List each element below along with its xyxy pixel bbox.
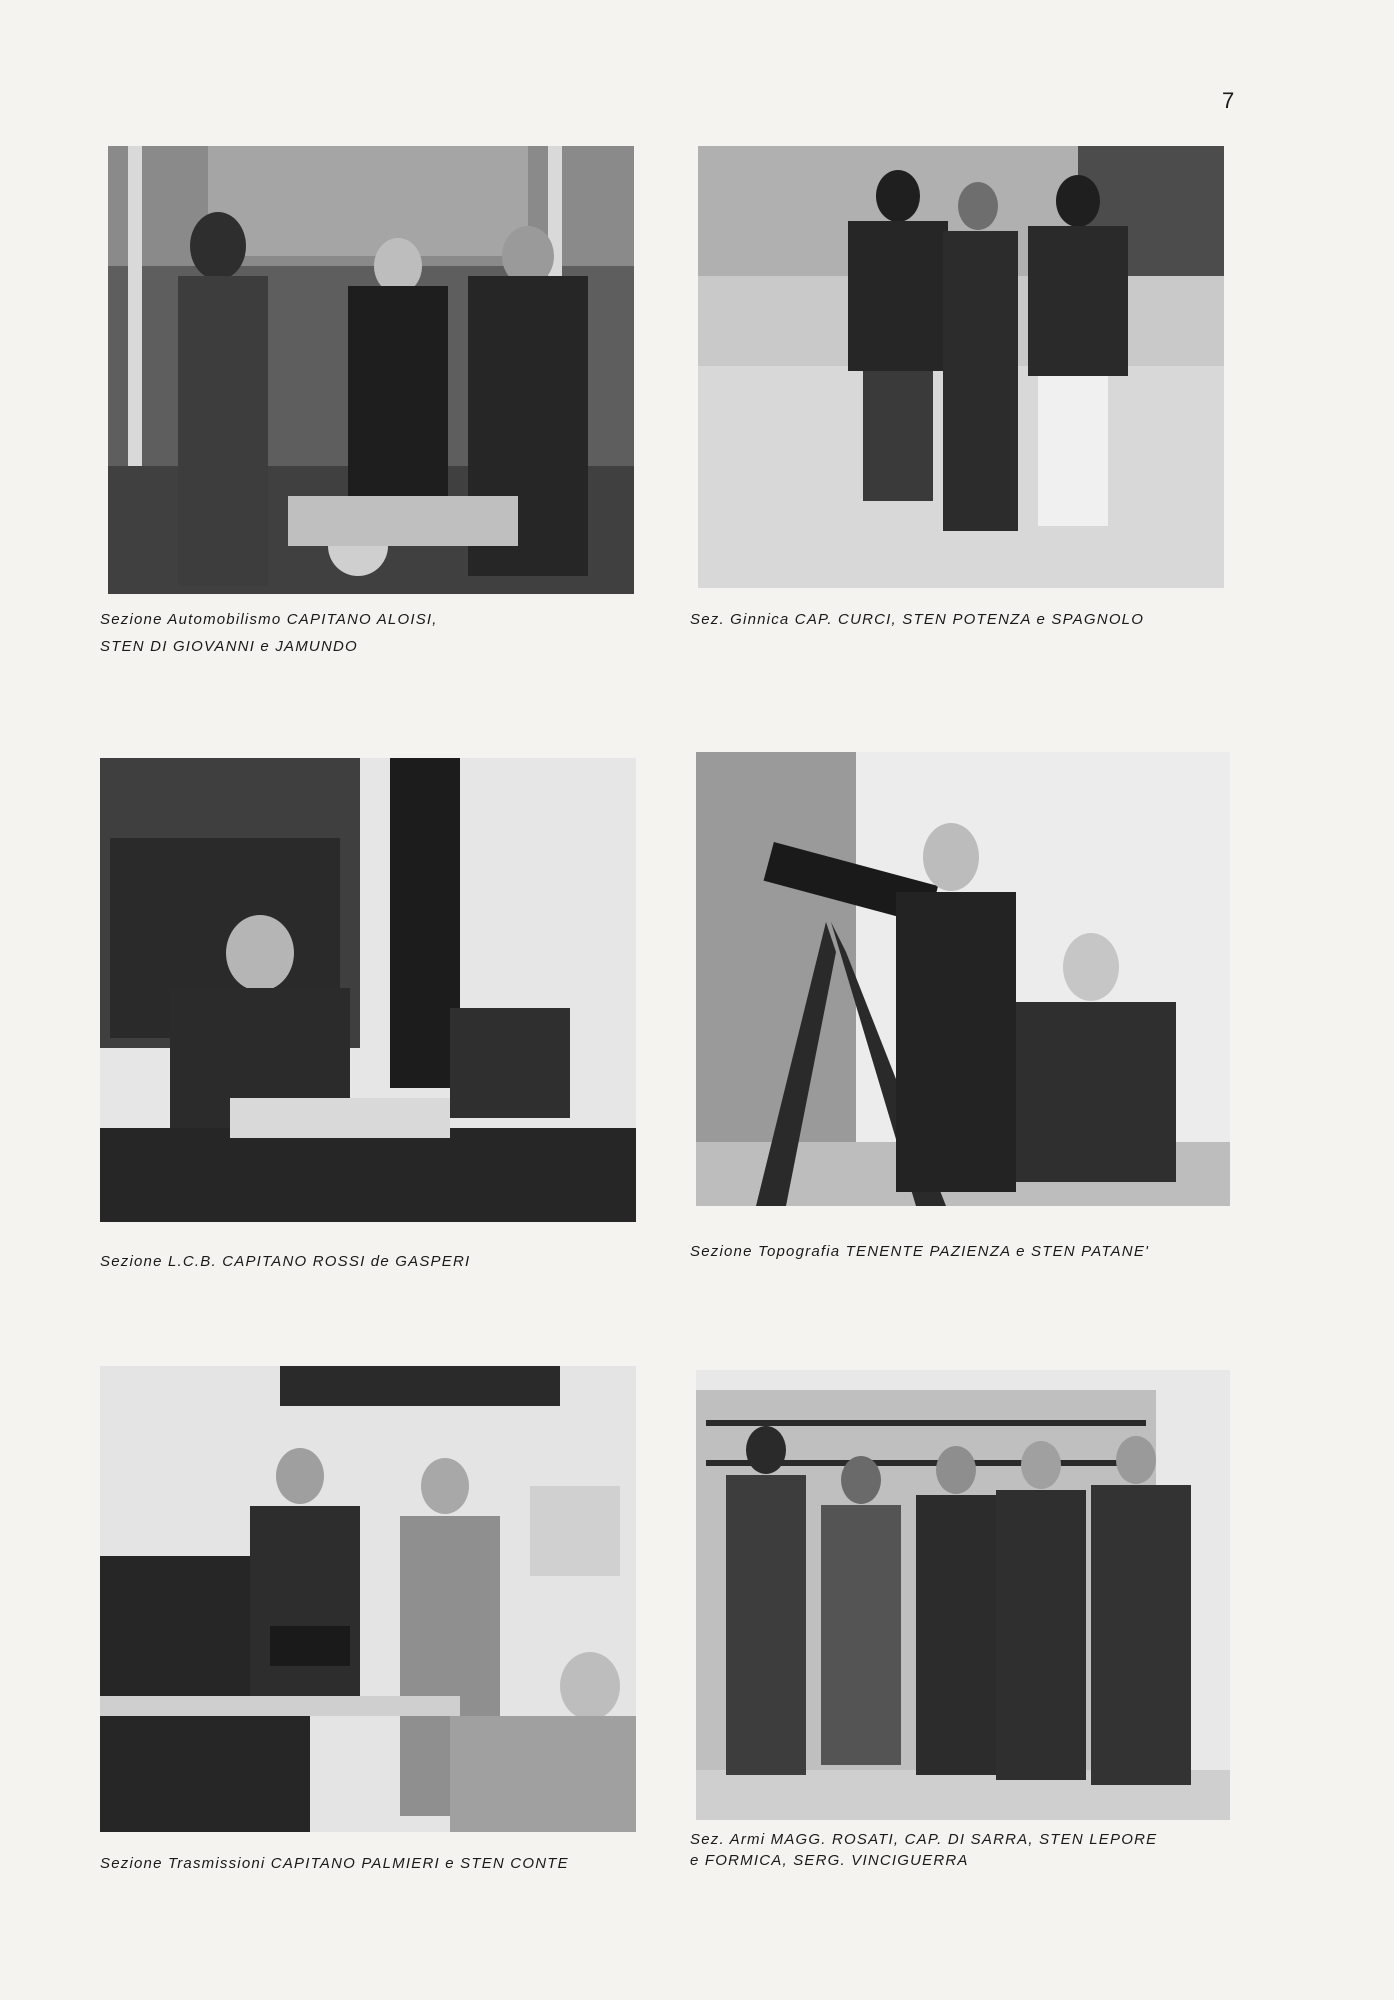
- photo-lcb: [100, 758, 636, 1222]
- photo-armi-image: [696, 1370, 1230, 1820]
- caption-line: Sez. Ginnica CAP. CURCI, STEN POTENZA e SPAGNOLO: [690, 611, 1145, 628]
- caption-line: STEN DI GIOVANNI e JAMUNDO: [100, 638, 358, 655]
- photo-trasmissioni-image: [100, 1366, 636, 1832]
- caption-line: Sezione Topografia TENENTE PAZIENZA e STEN PATANE': [690, 1243, 1150, 1260]
- photo-ginnica: [698, 146, 1224, 588]
- caption-ginnica: [690, 606, 1144, 633]
- photo-automobilismo: [108, 146, 634, 594]
- photo-automobilismo-image: [108, 146, 634, 594]
- photo-trasmissioni: [100, 1366, 636, 1832]
- caption-line: Sez. Armi MAGG. ROSATI, CAP. DI SARRA, STEN LEPORE: [690, 1831, 1158, 1848]
- caption-line: Sezione Trasmissioni CAPITANO PALMIERI e STEN CONTE: [100, 1855, 569, 1872]
- photo-topografia: [696, 752, 1230, 1206]
- caption-automobilismo: [100, 606, 438, 660]
- photo-armi: [696, 1370, 1230, 1820]
- photo-topografia-image: [696, 752, 1230, 1206]
- caption-armi: [690, 1826, 1157, 1874]
- caption-lcb: [100, 1248, 470, 1275]
- caption-line: e FORMICA, SERG. VINCIGUERRA: [690, 1852, 969, 1869]
- caption-trasmissioni: [100, 1850, 569, 1877]
- photo-ginnica-image: [698, 146, 1224, 588]
- caption-line: Sezione Automobilismo CAPITANO ALOISI,: [100, 611, 438, 628]
- photo-lcb-image: [100, 758, 636, 1222]
- page-number: 7: [1222, 88, 1235, 113]
- caption-line: Sezione L.C.B. CAPITANO ROSSI de GASPERI: [100, 1253, 471, 1270]
- caption-topografia: [690, 1238, 1149, 1265]
